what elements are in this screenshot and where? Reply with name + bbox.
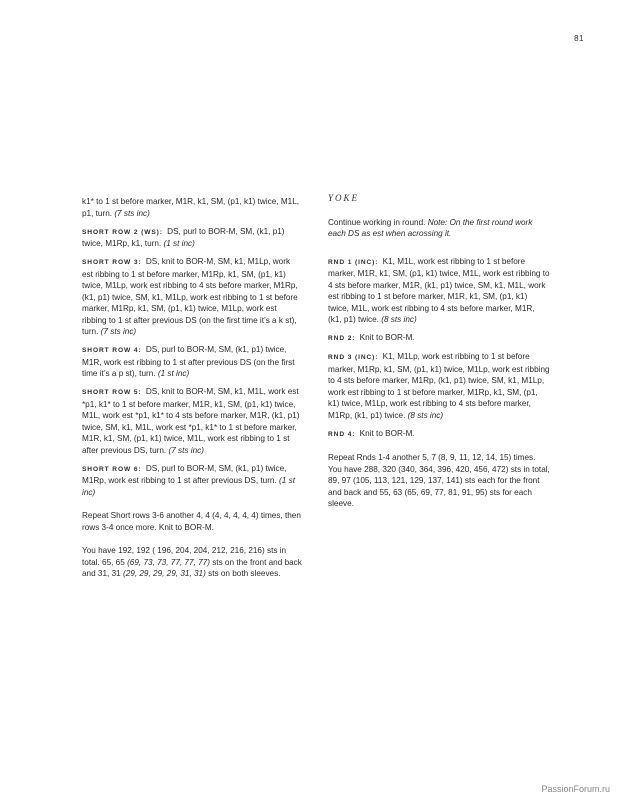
inc-note: (7 sts inc) xyxy=(168,445,204,455)
text: sts on the front and back and 31, 31 xyxy=(82,557,302,578)
text: DS, purl to BOR-M, SM, (k1, p1) twice, M1R, work est ribbing to 1 st after previous DS (on the first time it’s a p st), turn. xyxy=(82,345,295,378)
step-label: RND 2: xyxy=(328,335,356,342)
text: DS, purl to BOR-M, SM, (k1, p1) twice, M1Rp, work est ribbing to 1 st after previous DS, turn. xyxy=(82,463,287,485)
text: Knit to BOR-M. xyxy=(359,333,415,342)
round-4 xyxy=(328,428,550,441)
text: sts on both sleeves. xyxy=(205,569,281,578)
size-values: (29, 29, 29, 29, 31, 31) xyxy=(122,569,206,578)
inc-note: (8 sts inc) xyxy=(407,410,444,420)
text: Continue working in round. xyxy=(328,217,426,227)
short-row-5 xyxy=(82,386,302,456)
section-title-yoke: YOKE xyxy=(328,193,360,203)
round-2 xyxy=(328,332,550,345)
text: k1* to 1 st before marker, M1R, k1, SM, (p1, k1) twice, M1L, p1, turn. xyxy=(82,197,300,218)
inc-note: (1 st inc) xyxy=(163,239,195,248)
step-label: SHORT ROW 6: xyxy=(82,465,142,473)
short-row-2 xyxy=(82,226,302,250)
size-values: (69, 73, 73, 77, 77, 77) xyxy=(127,557,210,567)
inc-note: (1 st inc) xyxy=(157,369,190,378)
short-row-6 xyxy=(82,463,302,499)
round-1 xyxy=(328,256,550,326)
note: Note: On the first round work each DS as est when acrossing it. xyxy=(328,217,533,238)
step-label: RND 3 (INC): xyxy=(328,354,379,361)
short-row-3 xyxy=(82,256,302,338)
page-number: 81 xyxy=(574,34,584,43)
text: Knit to BOR-M. xyxy=(359,428,415,438)
watermark: PassionForum.ru xyxy=(541,784,610,794)
step-label: SHORT ROW 5: xyxy=(82,389,142,396)
inc-note: (7 sts inc) xyxy=(100,327,137,336)
stitch-totals xyxy=(82,545,302,580)
yoke-intro xyxy=(328,217,550,240)
text: K1, M1L, work est ribbing to 1 st before marker, M1R, k1, SM, (p1, k1) twice, M1L, work est ribbing to 4 sts before marker, M1R, (k1, p1) twice, SM, k1, M1L, work est ribbing to 1 st before marker, M1R, k1, SM, (p1, k1) twice, M1L, work est ribbing to 4 sts before marker, M1R, (k1, p1) twice. xyxy=(328,256,550,324)
text: DS, knit to BOR-M, SM, k1, M1Lp, work est ribbing to 1 st before marker, M1Rp, k1, SM, (p1, k1) twice, M1Lp, work est ribbing to 4 sts before marker, M1Rp, (k1, p1) twice, SM, k1, M1Lp, work est ribbing to 1 st before marker, M1Rp, k1, SM, (p1, k1) twice, M1Lp, work est ribbing to 1 st after previous DS (on the first time it’s a k st), turn. xyxy=(82,257,298,336)
text: K1, M1Lp, work est ribbing to 1 st before marker, M1Rp, k1, SM, (p1, k1) twice, M1Lp, work est ribbing to 4 sts before marker, M1Rp, (k1, p1) twice, SM, k1, M1Lp, work est ribbing to 1 st before marker, M1Rp, k1, SM, (p1, k1) twice, M1Lp, work est ribbing to 4 sts before marker, M1Rp, (k1, p1) twice. xyxy=(328,352,550,420)
step-label: RND 4: xyxy=(328,430,356,438)
paragraph-continuation xyxy=(82,196,302,219)
repeat-instruction: Repeat Short rows 3-6 another 4, 4 (4, 4, 4, 4, 4) times, then rows 3-4 once more. Knit to BOR-M. xyxy=(82,511,301,532)
step-label: SHORT ROW 3: xyxy=(82,259,142,266)
inc-note: (1 st inc) xyxy=(82,476,295,497)
step-label: RND 1 (INC): xyxy=(328,258,379,266)
inc-note: (8 sts inc) xyxy=(381,315,417,324)
step-label: SHORT ROW 4: xyxy=(82,347,142,354)
step-label: SHORT ROW 2 (WS): xyxy=(82,228,163,236)
text: You have 192, 192 ( 196, 204, 204, 212, 216, 216) sts in total. 65, 65 xyxy=(82,546,287,567)
right-column xyxy=(328,193,550,516)
text: DS, knit to BOR-M, SM, k1, M1L, work est *p1, k1* to 1 st before marker, M1R, k1, SM, (p1, k1) twice, M1L, work est *p1, k1* to 4 sts before marker, M1R, (k1, p1) twice, SM, k1, M1L, work est *p1, k1* to 1 st before marker, M1R, k1, SM, (p1, k1) twice, M1L, work est ribbing to 1 st after previous DS, turn. xyxy=(82,387,300,455)
final-totals: Repeat Rnds 1-4 another 5, 7 (8, 9, 11, 12, 14, 15) times. You have 288, 320 (340, 364, 396, 420, 456, 472) sts in total, 89, 97 (105, 113, 121, 129, 137, 141) sts each for the front and back and 55, 63 (65, 69, 77, 81, 91, 95) sts for each sleeve. xyxy=(328,453,550,508)
text: DS, purl to BOR-M, SM, (k1, p1) twice, M1Rp, k1, turn. xyxy=(82,226,285,248)
round-3 xyxy=(328,351,550,421)
left-column xyxy=(82,196,302,586)
inc-note: (7 sts inc) xyxy=(114,208,150,218)
short-row-4 xyxy=(82,344,302,380)
